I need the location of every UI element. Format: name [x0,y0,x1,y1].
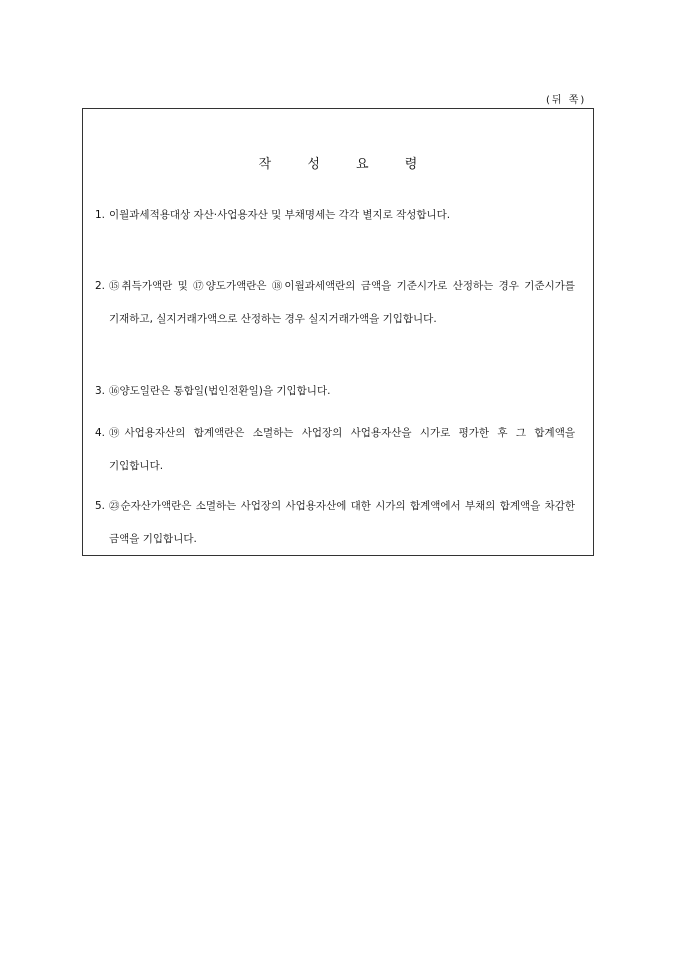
instruction-text: ⑯양도일란은 통합일(법인전환일)을 기입합니다. [109,385,331,397]
instructions-box [82,108,594,556]
instruction-number: 5. [95,500,106,512]
instruction-text: 이월과세적용대상 자산·사업용자산 및 부채명세는 각각 별지로 작성합니다. [109,209,451,221]
instruction-number: 1. [95,209,106,221]
instruction-number: 3. [95,385,106,397]
page-side-label: (뒤 쪽) [546,95,587,106]
instruction-number: 2. [95,280,106,292]
instructions-title: 작 성 요 령 [258,157,434,172]
instruction-text: ㉓순자산가액란은 소멸하는 사업장의 사업용자산에 대한 시가의 합계액에서 부채의 합계액을 차감한 금액을 기입합니다. [109,500,575,545]
instruction-number: 4. [95,427,106,439]
instruction-text: ⑮취득가액란 및 ⑰양도가액란은 ⑱이월과세액란의 금액을 기준시가로 산정하는 경우 기준시가를 기재하고, 실지거래가액으로 산정하는 경우 실지거래가액을 기입합니다. [109,280,575,325]
instruction-text: ⑲사업용자산의 합계액란은 소멸하는 사업장의 사업용자산을 시가로 평가한 후 그 합계액을 기입합니다. [109,427,575,472]
